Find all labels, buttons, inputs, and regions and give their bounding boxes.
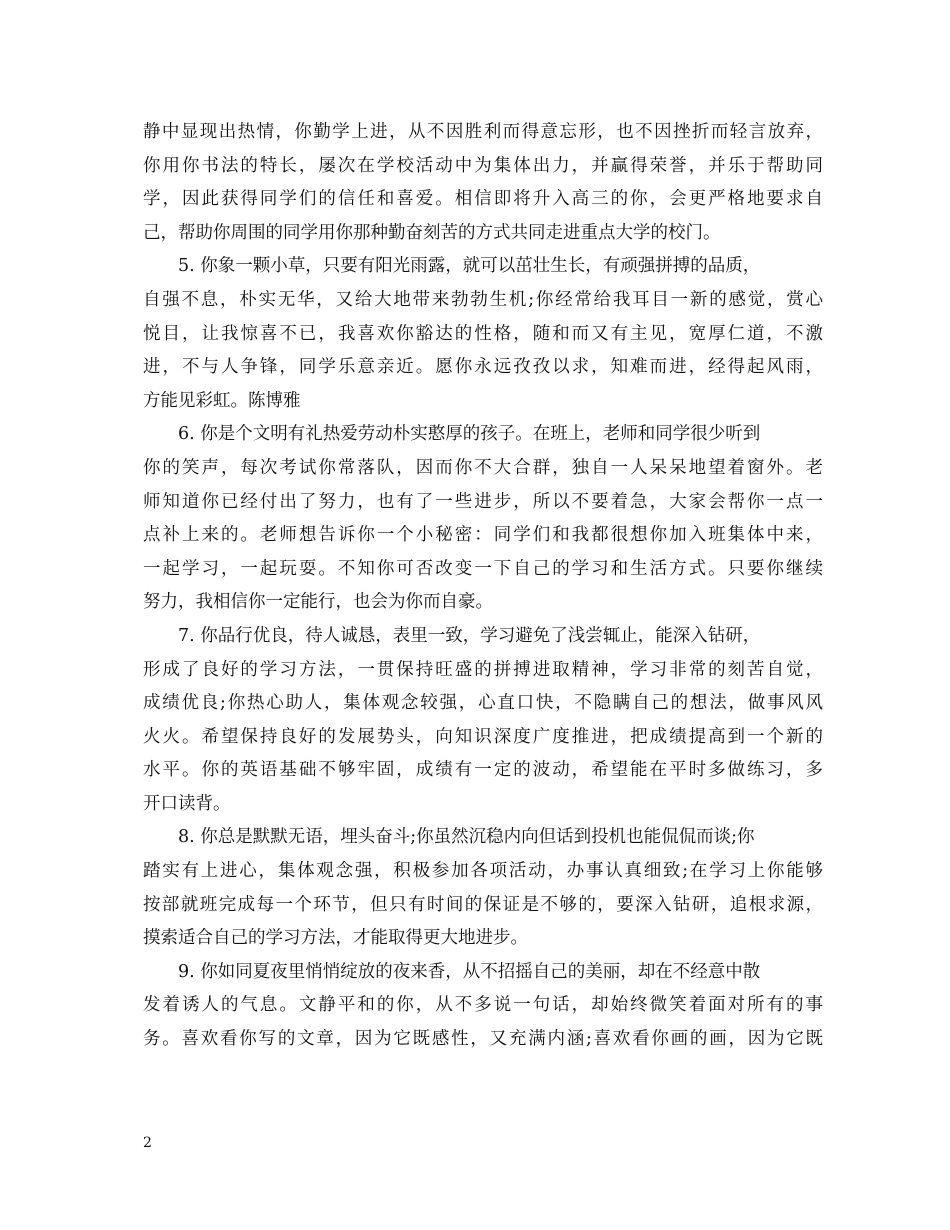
text-line: 努力，我相信你一定能行，也会为你而自豪。 [143, 592, 493, 613]
text-line: 火火。希望保持良好的发展势头，向知识深度广度推进，把成绩提高到一个新的 [143, 726, 823, 747]
text-line: 师知道你已经付出了努力，也有了一些进步，所以不要着急，大家会帮你一点一 [143, 491, 823, 512]
text-line: 摸索适合自己的学习方法，才能取得更大地进步。 [143, 928, 528, 949]
text-line: 7. 你品行优良，待人诚恳，表里一致，学习避免了浅尝辄止，能深入钻研， [178, 625, 761, 646]
text-line: 开口读背。 [143, 793, 231, 814]
text-line: 成绩优良;你热心助人，集体观念较强，心直口快，不隐瞒自己的想法，做事风风 [143, 693, 823, 714]
text-line: 点补上来的。老师想告诉你一个小秘密：同学们和我都很想你加入班集体中来， [143, 525, 823, 546]
text-line: 自强不息，朴实无华，又给大地带来勃勃生机;你经常给我耳目一新的感觉，赏心 [143, 289, 823, 310]
text-line: 踏实有上进心，集体观念强，积极参加各项活动，办事认真细致;在学习上你能够 [143, 861, 823, 882]
text-line: 你用你书法的特长，屡次在学校活动中为集体出力，并赢得荣誉，并乐于帮助同 [143, 155, 823, 176]
text-line: 进，不与人争锋，同学乐意亲近。愿你永远孜孜以求，知难而进，经得起风雨， [143, 357, 823, 378]
text-line: 方能见彩虹。陈博雅 [143, 390, 301, 411]
text-line: 9. 你如同夏夜里悄悄绽放的夜来香，从不招摇自己的美丽，却在不经意中散 [178, 961, 761, 982]
text-line: 形成了良好的学习方法，一贯保持旺盛的拼搏进取精神，学习非常的刻苦自觉， [143, 659, 823, 680]
text-line: 悦目，让我惊喜不已，我喜欢你豁达的性格，随和而又有主见，宽厚仁道，不激 [143, 323, 823, 344]
text-line: 你的笑声，每次考试你常落队，因而你不大合群，独自一人呆呆地望着窗外。老 [143, 457, 823, 478]
text-line: 水平。你的英语基础不够牢固，成绩有一定的波动，希望能在平时多做练习，多 [143, 760, 823, 781]
document-body [143, 116, 823, 1057]
text-line: 按部就班完成每一个环节，但只有时间的保证是不够的，要深入钻研，追根求源， [143, 894, 823, 915]
text-line: 6. 你是个文明有礼热爱劳动朴实憨厚的孩子。在班上，老师和同学很少听到 [178, 424, 761, 445]
text-line: 静中显现出热情，你勤学上进，从不因胜利而得意忘形，也不因挫折而轻言放弃， [143, 122, 823, 142]
text-line: 发着诱人的气息。文静平和的你，从不多说一句话，却始终微笑着面对所有的事 [143, 995, 823, 1016]
text-line: 己，帮助你周围的同学用你那种勤奋刻苦的方式共同走进重点大学的校门。 [143, 222, 721, 243]
text-line: 一起学习，一起玩耍。不知你可否改变一下自己的学习和生活方式。只要你继续 [143, 558, 823, 579]
page-number: 2 [143, 1135, 152, 1151]
text-line: 务。喜欢看你写的文章，因为它既感性，又充满内涵;喜欢看你画的画，因为它既 [143, 1029, 823, 1050]
text-line: 5. 你象一颗小草，只要有阳光雨露，就可以茁壮生长，有顽强拼搏的品质， [178, 256, 761, 277]
text-line: 8. 你总是默默无语，埋头奋斗;你虽然沉稳内向但话到投机也能侃侃而谈;你 [178, 827, 755, 848]
text-line: 学，因此获得同学们的信任和喜爱。相信即将升入高三的你，会更严格地要求自 [143, 189, 823, 210]
